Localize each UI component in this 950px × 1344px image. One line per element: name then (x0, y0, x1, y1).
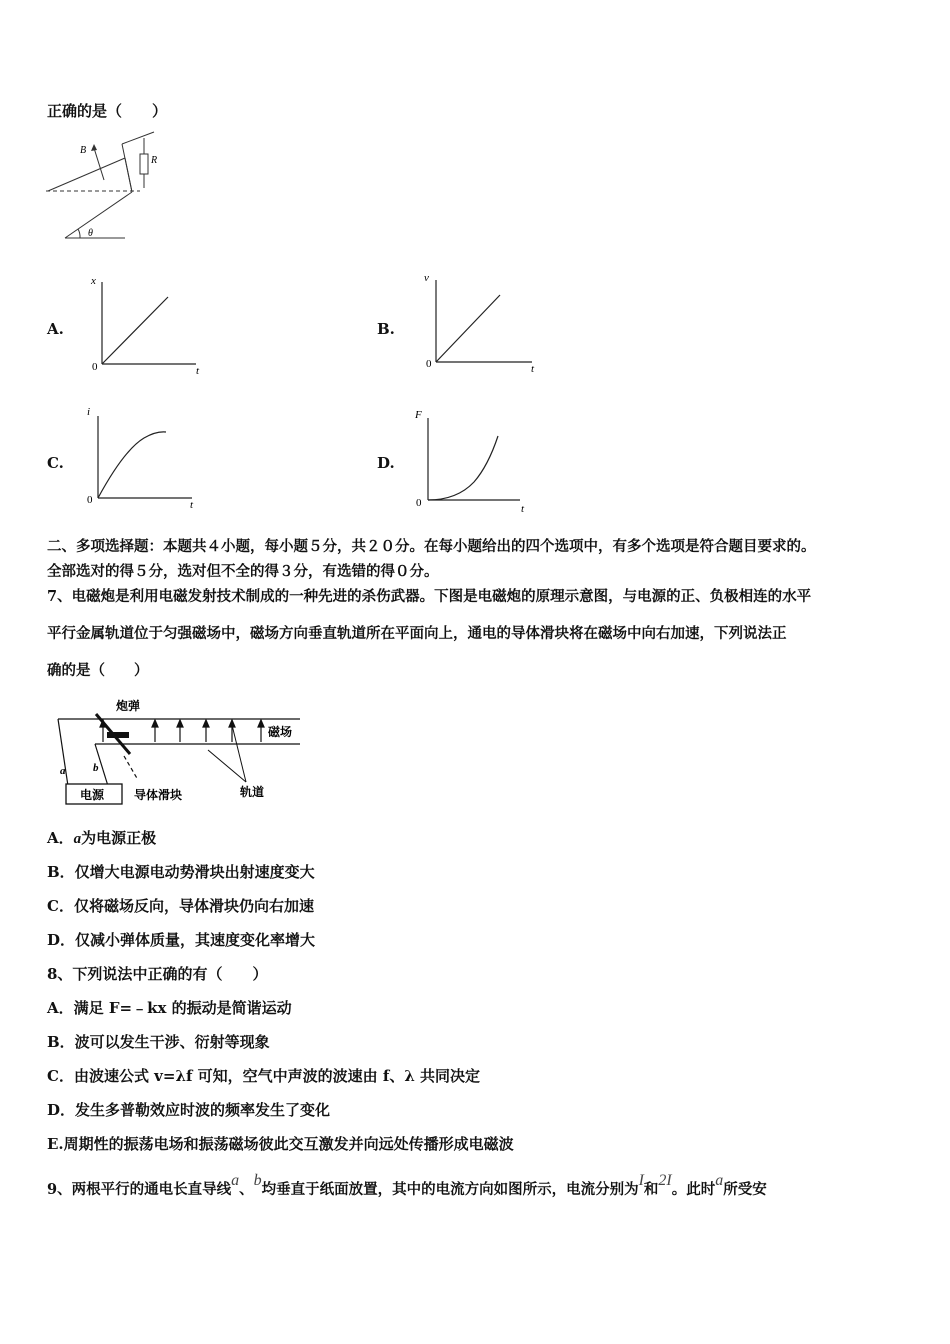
q6-tail: 正确的是（ ） (47, 102, 168, 120)
graph-a-ylabel: x (91, 275, 96, 287)
graph-c-origin: 0 (87, 494, 93, 506)
section2-line2: 全部选对的得５分，选对但不全的得３分，有选错的得０分。 (47, 563, 439, 580)
q7-railgun-figure (50, 690, 310, 810)
q9-part3: 。此时 (671, 1181, 716, 1198)
q9-part4: 所受安 (723, 1181, 767, 1198)
graph-d-xlabel: t (521, 503, 525, 515)
q7-option-a (47, 828, 156, 849)
q8-option-b: B．波可以发生干涉、衍射等现象 (47, 1033, 270, 1051)
label-b: b (93, 762, 99, 774)
graph-c-ylabel: i (87, 406, 91, 418)
q6-option-c-label: C. (47, 454, 64, 472)
q7-option-d: D．仅减小弹体质量，其速度变化率增大 (47, 931, 316, 949)
graph-d-ylabel: F (415, 409, 422, 421)
q6-option-d-graph (412, 404, 542, 516)
q6-option-d-label: D. (377, 454, 395, 472)
q7-line1: 7、电磁炮是利用电磁发射技术制成的一种先进的杀伤武器。下图是电磁炮的原理示意图，与电源的正、负极相连的水平 (47, 588, 812, 605)
graph-b-ylabel: v (424, 272, 429, 284)
q9-part1: 9、两根平行的通电长直导线 (47, 1181, 232, 1198)
q7-option-b: B．仅增大电源电动势滑块出射速度变大 (47, 863, 315, 881)
graph-b-xlabel: t (531, 363, 535, 375)
q8-option-a: A．满足 F=﹣kx 的振动是简谐运动 (47, 999, 292, 1017)
label-a: a (60, 765, 66, 777)
q6-option-b-label: B. (377, 320, 395, 338)
label-rail: 轨道 (240, 785, 265, 799)
q7-option-a-prefix: A． (47, 829, 74, 847)
q7-line3: 确的是（ ） (47, 662, 149, 679)
q7-line2: 平行金属轨道位于匀强磁场中，磁场方向垂直轨道所在平面向上，通电的导体滑块将在磁场中向右加速，下列说法正 (47, 625, 787, 642)
label-theta: θ (88, 228, 93, 239)
label-power: 电源 (80, 788, 105, 802)
q6-option-a-graph (88, 270, 218, 380)
q7-option-c: C．仅将磁场反向，导体滑块仍向右加速 (47, 897, 314, 915)
q6-option-a-label: A. (47, 320, 64, 338)
q8-option-e: E.周期性的振荡电场和振荡磁场彼此交互激发并向远处传播形成电磁波 (47, 1135, 514, 1153)
section2-line1: 二、多项选择题：本题共４小题，每小题５分，共２０分。在每小题给出的四个选项中，有多个选项是符合题目要求的。 (47, 538, 816, 555)
q9-var-2i: 2I (658, 1172, 672, 1189)
q9-var-a2: a (715, 1172, 724, 1189)
q9-var-a: a (231, 1172, 240, 1189)
label-shell: 炮弹 (116, 699, 141, 713)
q6-incline-figure (40, 130, 158, 245)
q9-var-b: b (253, 1172, 262, 1189)
q8-stem: 8、下列说法中正确的有（ ） (47, 965, 268, 983)
q6-option-c-graph (84, 402, 214, 514)
graph-d-origin: 0 (416, 497, 422, 509)
q9-var-i: I (638, 1172, 644, 1189)
label-R: R (151, 155, 158, 166)
q9-stem (47, 1172, 767, 1200)
q8-option-d: D．发生多普勒效应时波的频率发生了变化 (47, 1101, 331, 1119)
label-B: B (80, 145, 87, 156)
q9-and: 和 (643, 1181, 659, 1198)
q7-option-a-var: a (73, 831, 82, 847)
graph-b-origin: 0 (426, 358, 432, 370)
graph-a-xlabel: t (196, 365, 200, 377)
graph-a-origin: 0 (92, 361, 98, 373)
q9-part2: 均垂直于纸面放置，其中的电流方向如图所示，电流分别为 (261, 1181, 639, 1198)
label-slider: 导体滑块 (134, 788, 183, 802)
q8-option-c: C．由波速公式 v=λf 可知，空气中声波的波速由 f、λ 共同决定 (47, 1067, 481, 1085)
q9-sep: 、 (239, 1181, 254, 1198)
q7-option-a-text: 为电源正极 (81, 829, 157, 847)
q6-option-b-graph (420, 268, 550, 378)
graph-c-xlabel: t (190, 499, 194, 511)
label-field: 磁场 (268, 725, 293, 739)
